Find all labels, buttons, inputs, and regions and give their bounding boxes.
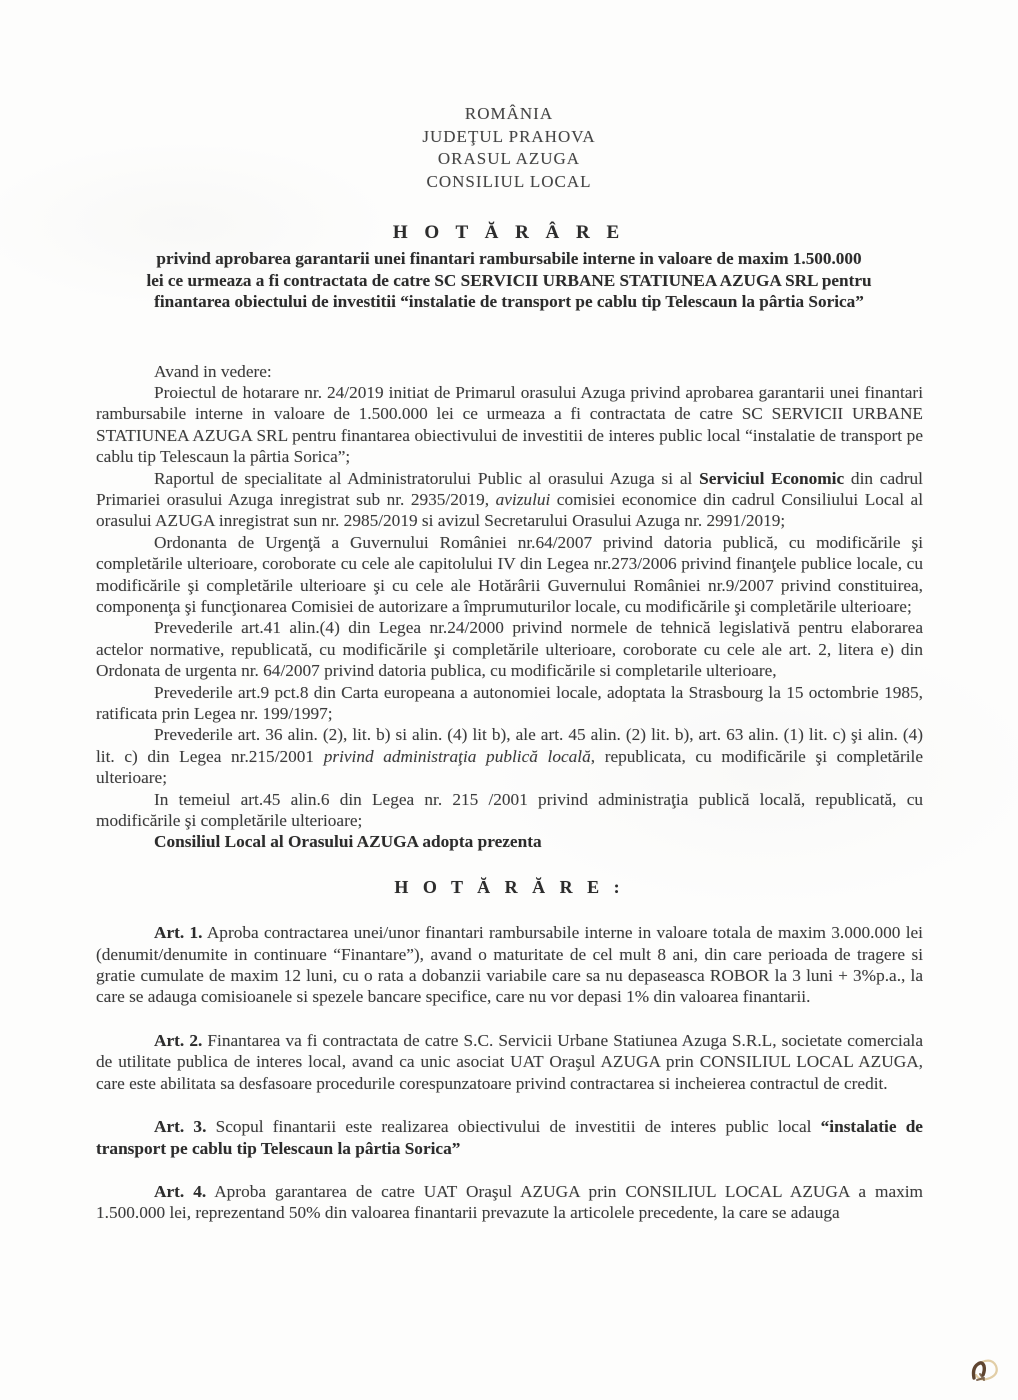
article-text-bold: “instalatie de transport pe cablu tip Telescaun la pârtia Sorica”: [96, 1117, 923, 1158]
paragraph-text: Ordonanta de Urgenţă a Guvernului României nr.64/2007 privind datoria publică, cu modificările şi completările ulterioare, coroborate cu cele ale capitolului IV din Legea nr.273/2006 privind finanţele publice locale, cu modificările şi completările ulterioare şi cu cele ale Hotărârii Guvernului României nr.9/2007 privind constituirea, componenţa şi funcţionarea Comisiei de autorizare a împrumuturilor locale, cu modificările şi completările ulterioare;: [96, 532, 923, 616]
document-body: [96, 361, 923, 1224]
preamble-paragraph-2: [96, 468, 923, 532]
paragraph-text-italic: avizului: [495, 489, 551, 509]
article-label: Art. 4.: [154, 1181, 207, 1201]
paragraph-text: Proiectul de hotarare nr. 24/2019 initiat de Primarul orasului Azuga privind aprobarea garantarii unei finantari rambursabile interne in valoare de 1.500.000 lei ce urmeaza a fi contractata de catre SC SERVICII URBANE STATIUNEA AZUGA SRL pentru finantarea obiectivului de investitii de interes public local “instalatie de transport pe cablu tip Telescaun la pârtia Sorica”;: [96, 382, 923, 467]
paragraph-text: Prevederile art.9 pct.8 din Carta europeana a autonomiei locale, adoptata la Strasbourg la 15 octombrie 1985, ratificata prin Legea nr. 199/1997;: [96, 682, 923, 723]
document-title: H O T Ă R Â R E: [392, 222, 626, 243]
paragraph-text: comisiei economice din cadrul Consiliului Local al orasului AZUGA inregistrat sun nr. 2985/2019 si avizul Secretarului Orasului Azuga nr. 2991/2019;: [96, 489, 923, 531]
paragraph-text: In temeiul art.45 alin.6 din Legea nr. 215 /2001 privind administraţia publică locală, republicată, cu modificările şi completările ulterioare;: [96, 789, 923, 831]
document-header: [0, 0, 1018, 193]
article-text: Aproba garantarea de catre UAT Oraşul AZUGA prin CONSILIUL LOCAL AZUGA a maxim 1.500.000 lei, reprezentand 50% din valoarea finantarii prevazute la articolele precedente, la care se adauga: [96, 1181, 924, 1223]
article-2: [96, 1030, 923, 1094]
preamble-paragraph-6: [96, 724, 923, 788]
article-label: Art. 3.: [154, 1117, 207, 1137]
article-1: [96, 922, 923, 1008]
preamble-intro: Avand in vedere:: [154, 361, 272, 381]
preamble-paragraph-4: [96, 617, 923, 681]
resolution-heading: H O T Ă R Ă R E :: [394, 876, 625, 897]
preamble-paragraph-7: [96, 789, 923, 832]
paragraph-text: Raportul de specialitate al Administratorului Public al orasului Azuga si al: [154, 468, 700, 488]
header-line-country: ROMÂNIA: [464, 104, 554, 123]
paragraph-text: Prevederile art.41 alin.(4) din Legea nr.24/2000 privind normele de tehnică legislativă pentru elaborarea actelor normative, republicată, cu modificările şi completările ulterioare, coroborate cu cele ale art. 2, litera e) din Ordonata de urgenta nr. 64/2007 privind datoria publica, cu modificările si completarile ulterioare,: [96, 618, 923, 681]
title-subtitle-line-3: finantarea obiectului de investitii “instalatie de transport pe cablu tip Telescaun la pârtia Sorica”: [154, 292, 864, 311]
article-text: Aproba contractarea unei/unor finantari rambursabile interne in valoare totala de maxim 3.000.000 lei (denumit/denumite in continuare “Finantare”), avand o maturitate de cel mult 8 ani, din care perioada de tragere si gratie cumulate de maxim 12 luni, cu o rata a dobanzii variabile care sa nu depaseasca ROBOR la 3 luni + 3%p.a., la care se adauga comisioanele si spezele bancare specifice, care nu vor depasi 1% din valoarea finantarii.: [96, 923, 923, 1007]
paragraph-text: Prevederile art. 36 alin. (2), lit. b) si alin. (4) lit b), ale art. 45 alin. (2) lit. b), art. 63 alin. (1) lit. c) şi alin. (4) lit. c) din Legea nr.215/2001: [96, 725, 923, 766]
title-subtitle-line-1: privind aprobarea garantarii unei finantari rambursabile interne in valoare de maxim 1.500.000: [156, 249, 862, 268]
article-3: [96, 1116, 923, 1159]
paragraph-text: din cadrul Primariei orasului Azuga inregistrat sub nr. 2935/2019,: [96, 468, 923, 509]
handwritten-ink-mark: [952, 1340, 1008, 1396]
article-label: Art. 2.: [154, 1030, 203, 1050]
article-4: [96, 1181, 923, 1224]
title-subtitle-line-2: lei ce urmeaza a fi contractata de catre SC SERVICII URBANE STATIUNEA AZUGA SRL pentru: [146, 270, 872, 290]
preamble-closing-line: Consiliul Local al Orasului AZUGA adopta prezenta: [154, 832, 542, 852]
paragraph-text: , republicata, cu modificările şi completările ulterioare;: [96, 746, 923, 788]
header-line-county: JUDEŢUL PRAHOVA: [422, 126, 596, 146]
paragraph-text-italic: privind administraţia publică locală: [323, 746, 591, 766]
preamble-paragraph-3: [96, 532, 923, 618]
article-text: Finantarea va fi contractata de catre S.C. Servicii Urbane Statiunea Azuga S.R.L, societate comerciala de utilitate publica de interes local, avand ca unic asociat UAT Oraşul AZUGA prin CONSILIUL LOCAL AZUGA, care este abilitata sa desfasoare procedurile corespunzatoare privind contractarea si incheierea contractul de credit.: [96, 1030, 923, 1093]
paragraph-text-bold: Serviciul Economic: [699, 468, 845, 488]
article-text: Scopul finantarii este realizarea obiectivului de investitii de interes public local: [206, 1117, 821, 1137]
document-title-block: [0, 222, 1018, 313]
article-label: Art. 1.: [154, 923, 203, 943]
header-line-town: ORASUL AZUGA: [437, 149, 581, 168]
header-line-council: CONSILIUL LOCAL: [426, 171, 592, 191]
preamble-paragraph-5: [96, 682, 923, 725]
preamble-paragraph-1: [96, 382, 923, 468]
